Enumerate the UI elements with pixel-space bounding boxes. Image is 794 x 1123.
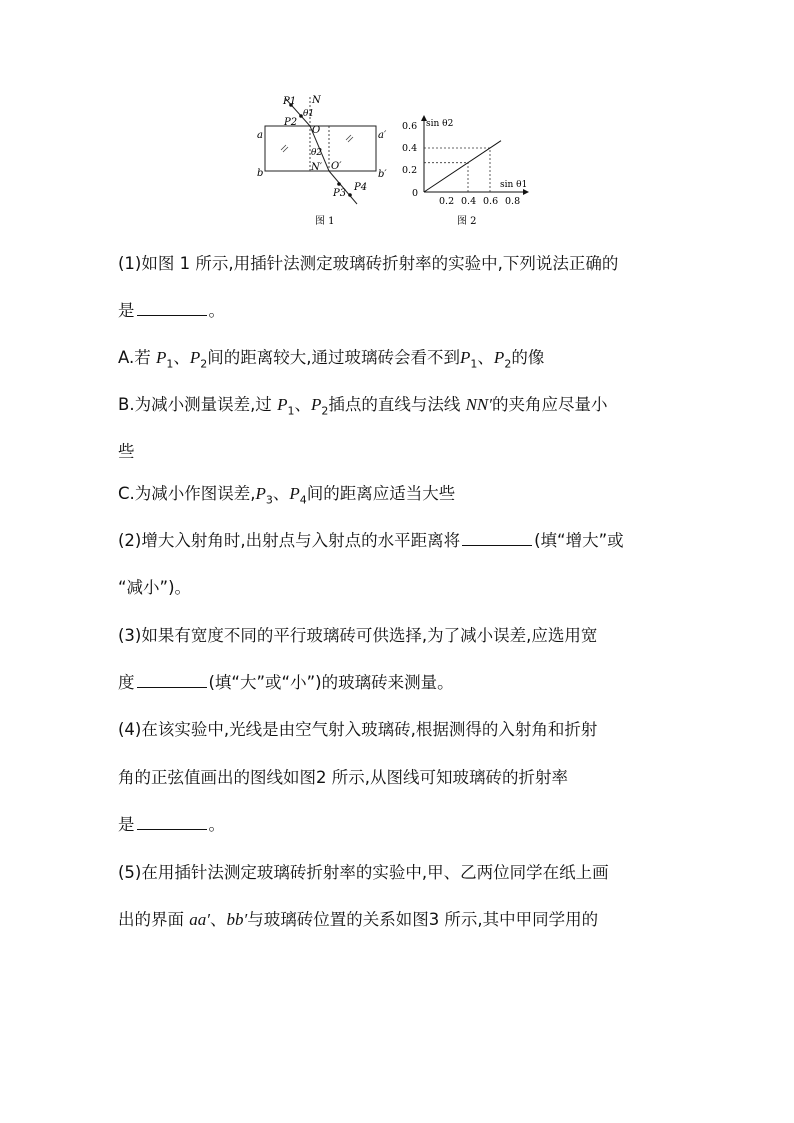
label-theta1: θ1 [303,109,315,119]
opt-b-p1-sub: 1 [287,404,295,418]
x-tick-label: 0.8 [505,196,521,207]
data-line [424,141,501,192]
opt-b-nn: NN′ [465,395,492,414]
label-a: a [257,130,263,141]
q4-line2: 角的正弦值画出的图线如图2 所示,从图线可知玻璃砖的折射率 [118,768,568,787]
q3-hint: (填“大”或“小”)的玻璃砖来测量。 [208,673,454,692]
q1-option-a [118,344,544,370]
q3-text: 度 [118,673,135,692]
opt-a-p1: P [156,348,167,367]
opt-a-p2b: P [493,348,505,367]
figures-area [255,92,545,232]
figure-1-caption: 图 1 [315,216,335,227]
q2-answer-blank[interactable] [462,531,532,546]
label-theta2: θ2 [311,148,323,158]
q4-end: 。 [208,815,225,834]
opt-c-sep: 、 [272,484,290,503]
q5-aa: aa′ [189,910,210,929]
label-p2: P2 [284,117,298,128]
pin-p4 [348,193,352,197]
q1-option-b [118,391,608,417]
opt-b-prefix: B.为减小测量误差,过 [118,395,278,414]
label-o-prime: O′ [331,161,342,172]
opt-c-p3-sub: 3 [265,493,273,507]
label-p3: P3 [333,188,347,199]
q1-answer-blank[interactable] [137,301,207,316]
opt-a-p2b-sub: 2 [504,357,512,371]
label-a-prime: a′ [378,130,387,141]
q2-text: (2)增大入射角时,出射点与入射点的水平距离将 [118,531,461,550]
q1-option-b-line2: 些 [118,442,135,461]
x-axis-label: sin θ1 [500,180,528,190]
figure-1-diagram [255,92,395,232]
origin-label: 0 [412,188,419,199]
q1-stem-line2 [118,297,225,321]
y-tick-label: 0.2 [402,165,418,176]
q3-line1: (3)如果有宽度不同的平行玻璃砖可供选择,为了减小误差,应选用宽 [118,626,598,645]
q1-stem-end: 。 [208,301,225,320]
opt-b-mid: 插点的直线与法线 [328,395,466,414]
opt-a-prefix: A.若 [118,348,156,367]
figure-1 [255,92,395,232]
opt-b-p2-sub: 2 [321,404,329,418]
q4-line1: (4)在该实验中,光线是由空气射入玻璃砖,根据测得的入射角和折射 [118,720,598,739]
q2-hint: (填“增大”或 [534,531,624,550]
q2-line1 [118,527,624,551]
opt-b-end: 的夹角应尽量小 [492,395,608,414]
x-tick-label: 0.4 [461,196,477,207]
q5-bb: bb′ [226,910,248,929]
q5-sep: 、 [209,910,227,929]
opt-c-p4: P [289,484,300,503]
opt-a-p1b-sub: 1 [470,357,478,371]
q2-line2: “减小”)。 [118,578,192,597]
label-p1: P1 [283,96,297,107]
opt-a-sep: 、 [173,348,190,367]
q5-text-post: 与玻璃砖位置的关系如图3 所示,其中甲同学用的 [247,910,599,929]
figure-2-chart [400,92,545,232]
opt-a-end: 的像 [511,348,545,367]
opt-b-p2: P [310,395,322,414]
opt-b-p1: P [277,395,288,414]
q1-stem-line1: (1)如图 1 所示,用插针法测定玻璃砖折射率的实验中,下列说法正确的 [118,254,619,273]
opt-a-p2-sub: 2 [200,357,208,371]
q3-line2 [118,669,454,693]
q5-text-pre: 出的界面 [118,910,190,929]
y-tick-label: 0.6 [402,121,418,132]
y-tick-label: 0.4 [402,143,418,154]
opt-b-sep: 、 [294,395,311,414]
label-b-prime: b′ [378,169,387,180]
opt-c-prefix: C.为减小作图误差, [118,484,256,503]
pin-p3 [337,182,341,186]
opt-c-p4-sub: 4 [299,493,307,507]
label-b: b [257,168,264,179]
x-tick-label: 0.2 [439,196,455,207]
figure-2 [400,92,545,232]
q3-answer-blank[interactable] [137,673,207,688]
opt-a-p1b: P [460,348,471,367]
chart-layer [402,121,520,207]
opt-a-mid: 间的距离较大,通过玻璃砖会看不到 [207,348,461,367]
opt-a-p1-sub: 1 [166,357,174,371]
y-axis-label: sin θ2 [426,119,454,129]
opt-c-end: 间的距离应适当大些 [306,484,456,503]
q4-answer-blank[interactable] [137,815,207,830]
q4-text: 是 [118,815,135,834]
opt-c-p3: P [255,484,266,503]
q4-line3 [118,811,225,835]
opt-a-p2: P [189,348,201,367]
figure-2-caption: 图 2 [457,216,477,227]
label-n: N [312,95,321,106]
q5-line2 [118,906,598,930]
q1-stem-text: 是 [118,301,135,320]
label-o: O [312,125,321,136]
label-p4: P4 [354,182,368,193]
label-n-prime: N′ [311,162,323,173]
q5-line1: (5)在用插针法测定玻璃砖折射率的实验中,甲、乙两位同学在纸上画 [118,863,609,882]
q1-option-c [118,480,455,506]
opt-a-sepb: 、 [477,348,494,367]
x-tick-label: 0.6 [483,196,499,207]
